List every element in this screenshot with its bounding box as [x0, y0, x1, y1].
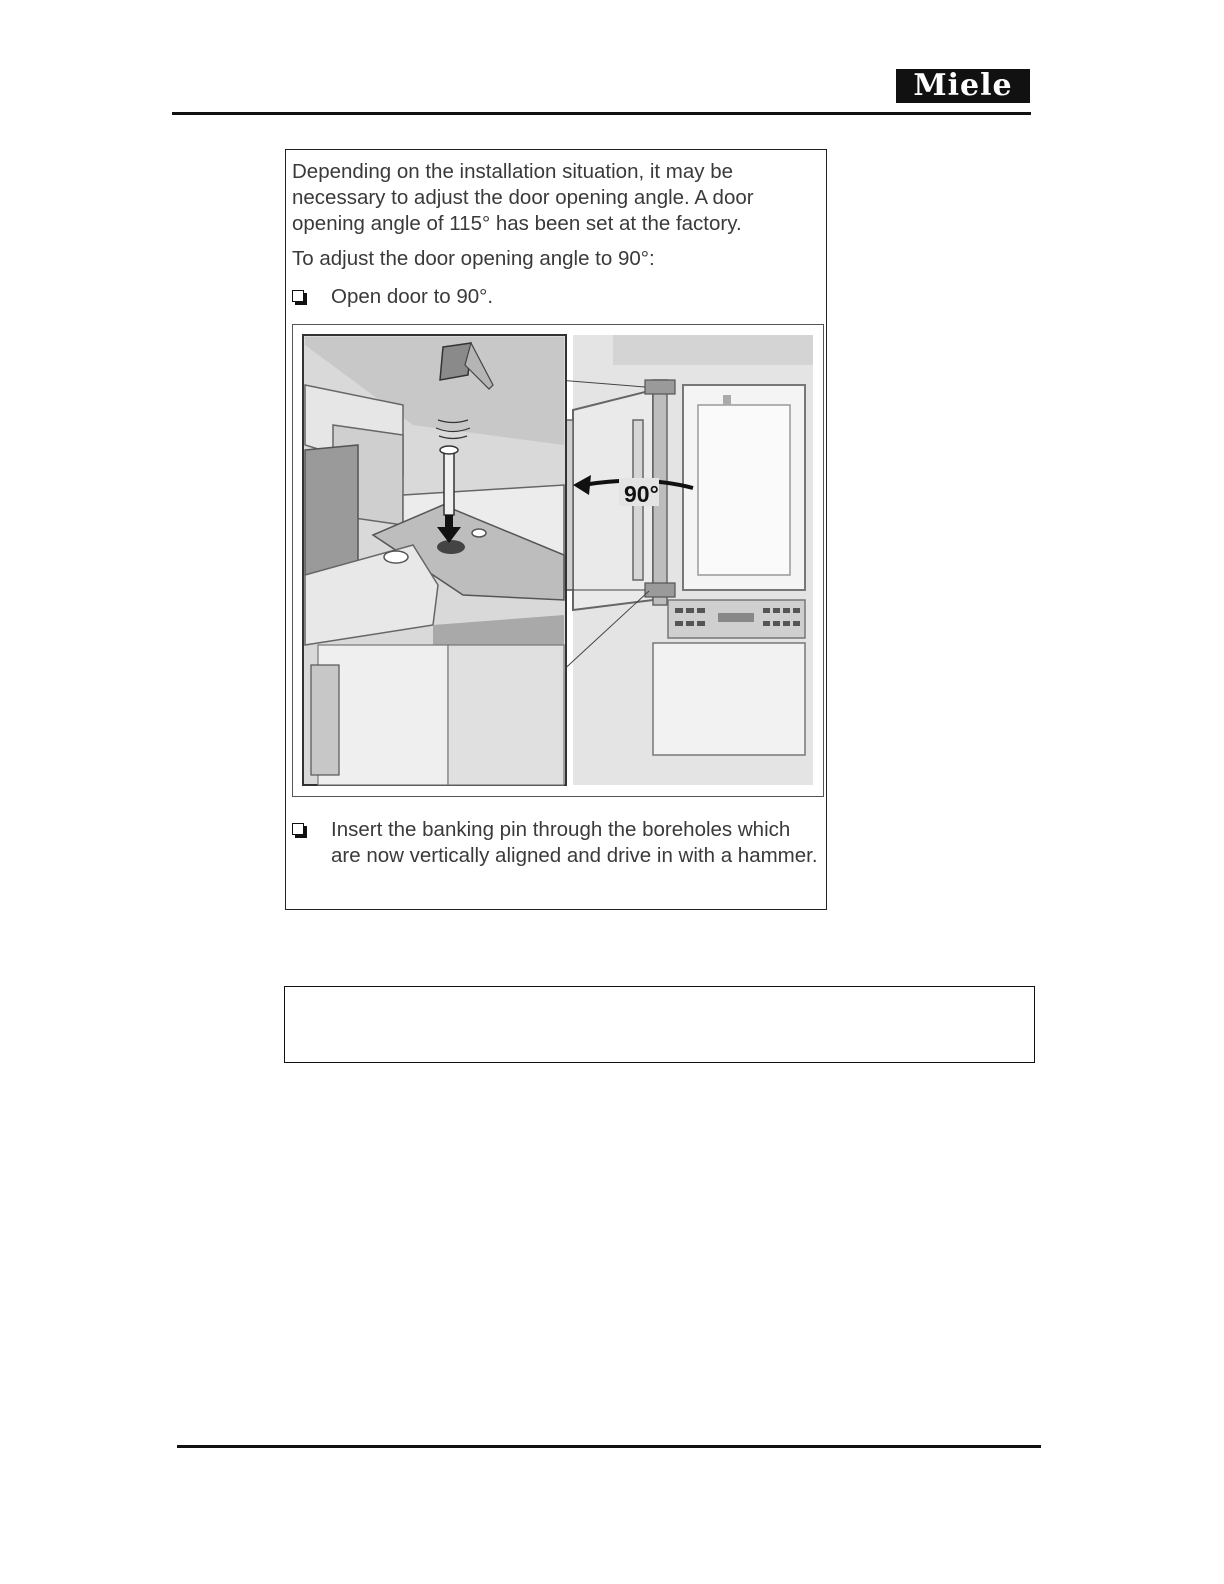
empty-note-box [284, 986, 1035, 1063]
step-insert-pin [292, 817, 822, 897]
step-open-door [292, 284, 792, 310]
step-text: Insert the banking pin through the boreholes which are now vertically aligned and drive in with a hammer. [331, 818, 818, 867]
checkbox-icon [292, 290, 304, 302]
lower-drawer [653, 643, 805, 755]
banking-pin-icon [444, 450, 454, 515]
borehole [437, 540, 465, 554]
angle-label: 90° [624, 481, 659, 507]
checkbox-icon [292, 823, 304, 835]
footer-rule [177, 1445, 1041, 1448]
logo-text: Miele [913, 68, 1013, 103]
header-rule [172, 112, 1031, 115]
miele-logo [896, 69, 1030, 103]
door-angle-illustration [292, 324, 824, 797]
illustration-svg [293, 325, 823, 796]
intro-paragraph: Depending on the installation situation, it may be necessary to adjust the door opening angle. A door opening angle of 115° has been set at the factory. [292, 160, 754, 235]
instruction-paragraph: To adjust the door opening angle to 90°: [292, 247, 655, 270]
step-text: Open door to 90°. [331, 285, 494, 308]
instruction-panel [285, 149, 827, 910]
